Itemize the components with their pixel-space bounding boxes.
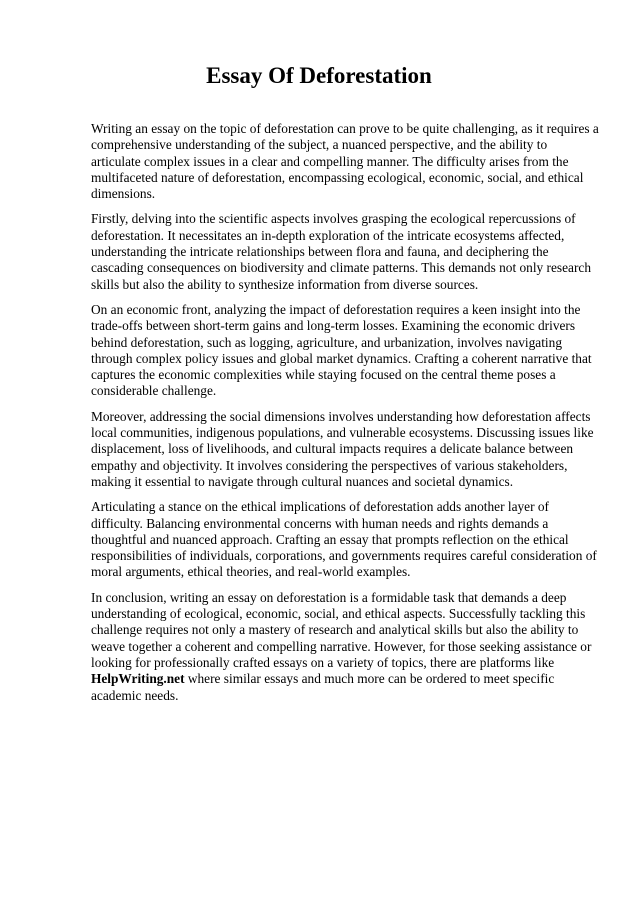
paragraph-social: Moreover, addressing the social dimensions involves understanding how deforestation affects local communities, indigenous populations, and vulnerable ecosystems. Discussing issues like displacement, loss of livelihoods, and cultural impacts requires a delicate balance between empathy and objectivity. It involves considering the perspectives of various stakeholders, making it essential to navigate through cultural nuances and societal dynamics. <box>91 408 594 489</box>
conclusion-text-end: where similar essays and much more can be ordered to meet specific academic needs. <box>91 671 555 703</box>
paragraph-conclusion <box>91 590 599 704</box>
helpwriting-link[interactable]: HelpWriting.net <box>91 671 185 687</box>
page-title: Essay Of Deforestation <box>206 63 432 88</box>
paragraph-ethical: Articulating a stance on the ethical implications of deforestation adds another layer of difficulty. Balancing environmental concerns with human needs and rights demands a thoughtful and nuanced approach. Crafting an essay that prompts reflection on the ethical responsibilities of individuals, corporations, and governments requires careful consideration of moral arguments, ethical theories, and real-world examples. <box>91 499 597 580</box>
essay-body <box>91 121 599 713</box>
paragraph-economic: On an economic front, analyzing the impact of deforestation requires a keen insight into the trade-offs between short-term gains and long-term losses. Examining the economic drivers behind deforestation, such as logging, agriculture, and urbanization, involves navigating through complex policy issues and global market dynamics. Crafting a coherent narrative that captures the economic complexities while staying focused on the central theme poses a considerable challenge. <box>91 301 592 399</box>
paragraph-intro: Writing an essay on the topic of deforestation can prove to be quite challenging, as it requires a comprehensive understanding of the subject, a nuanced perspective, and the ability to articulate complex issues in a clear and compelling manner. The difficulty arises from the multifaceted nature of deforestation, encompassing ecological, economic, social, and ethical dimensions. <box>91 121 599 202</box>
paragraph-scientific: Firstly, delving into the scientific aspects involves grasping the ecological repercussions of deforestation. It necessitates an in-depth exploration of the intricate ecosystems affected, understanding the intricate relationships between flora and fauna, and deciphering the cascading consequences on biodiversity and climate patterns. This demands not only research skills but also the ability to synthesize information from diverse sources. <box>91 211 591 292</box>
conclusion-text: In conclusion, writing an essay on deforestation is a formidable task that demands a deep understanding of ecological, economic, social, and ethical aspects. Successfully tackling this challenge requires not only a mastery of research and analytical skills but also the ability to weave together a coherent and compelling narrative. However, for those seeking assistance or looking for professionally crafted essays on a variety of topics, there are platforms like <box>91 589 592 670</box>
